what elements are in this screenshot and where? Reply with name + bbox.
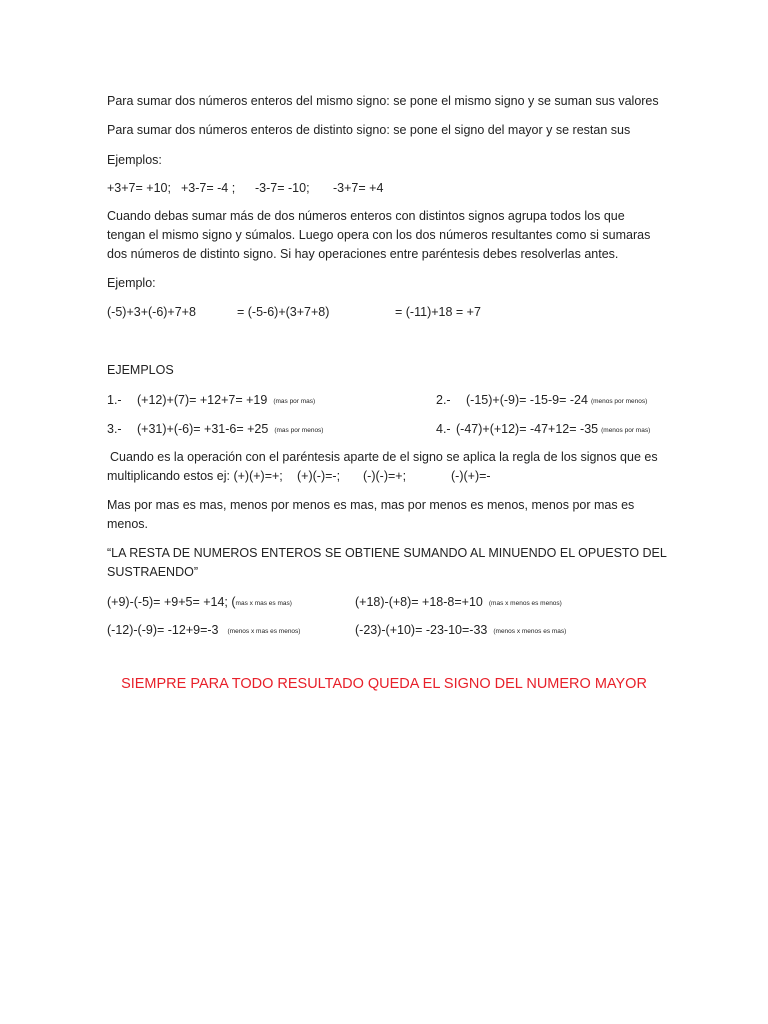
grouped-example-step-2: = (-5-6)+(3+7+8) <box>237 305 330 319</box>
example-3-expression: (+31)+(-6)= +31-6= +25 <box>137 422 269 436</box>
example-1-note: (mas por mas) <box>273 398 316 405</box>
multi-rule-line-1: Cuando debas sumar más de dos números enteros con distintos signos agrupa todos los que <box>107 209 625 223</box>
subtraction-example-2-note: (mas x menos es menos) <box>488 600 562 607</box>
conclusion-text: SIEMPRE PARA TODO RESULTADO QUEDA EL SIGNO DEL NUMERO MAYOR <box>121 676 647 692</box>
example-4-expression: (-47)+(+12)= -47+12= -35 <box>456 422 599 436</box>
sign-example-2: (-)(-)=+; <box>363 469 407 483</box>
multi-rule-line-3: dos números de distinto signo. Si hay operaciones entre paréntesis debes resolverlas antes. <box>107 247 619 261</box>
signs-rule-line-2: multiplicando estos ej: (+)(+)=+; <box>107 469 283 483</box>
subtraction-example-1-expression: (+9)-(-5)= +9+5= +14; ( <box>107 595 236 609</box>
sign-example-3: (-)(+)=- <box>451 469 491 483</box>
grouped-example-step-1: (-5)+3+(-6)+7+8 <box>107 305 196 319</box>
subtraction-example-2 <box>355 594 562 612</box>
subtraction-example-4-expression: (-23)-(+10)= -23-10=-33 <box>355 623 488 637</box>
sign-summary-line-2: menos. <box>107 517 148 531</box>
signs-rule-line-1: Cuando es la operación con el paréntesis aparte de el signo se aplica la regla de los signos que es <box>110 450 658 464</box>
example-4-number: 4.- <box>436 422 451 436</box>
example-1 <box>137 392 315 410</box>
subtraction-example-4 <box>355 622 566 640</box>
simple-example-3: -3-7= -10; <box>255 181 310 195</box>
ejemplo-label: Ejemplo: <box>107 276 156 290</box>
subtraction-example-1-note: mas x mas es mas) <box>235 600 292 607</box>
subtraction-example-2-expression: (+18)-(+8)= +18-8=+10 <box>355 595 483 609</box>
resta-rule-line-2: SUSTRAENDO” <box>107 565 198 579</box>
example-3-note: (mas por menos) <box>274 427 324 434</box>
simple-example-2: +3-7= -4 ; <box>181 181 236 195</box>
subtraction-example-3-expression: (-12)-(-9)= -12+9=-3 <box>107 623 219 637</box>
resta-rule-line-1: “LA RESTA DE NUMEROS ENTEROS SE OBTIENE SUMANDO AL MINUENDO EL OPUESTO DEL <box>107 546 667 560</box>
example-1-expression: (+12)+(7)= +12+7= +19 <box>137 393 268 407</box>
example-1-number: 1.- <box>107 393 122 407</box>
sign-example-1: (+)(-)=-; <box>297 469 341 483</box>
rule-different-sign: Para sumar dos números enteros de distinto signo: se pone el signo del mayor y se restan sus <box>107 123 631 137</box>
subtraction-example-1 <box>107 594 292 612</box>
rule-same-sign: Para sumar dos números enteros del mismo signo: se pone el mismo signo y se suman sus valores <box>107 94 659 108</box>
subtraction-example-3 <box>107 622 300 640</box>
subtraction-example-3-note: (menos x mas es menos) <box>227 628 301 635</box>
sign-summary-line-1: Mas por mas es mas, menos por menos es mas, mas por menos es menos, menos por mas es <box>107 498 635 512</box>
ejemplos-heading: EJEMPLOS <box>107 363 174 377</box>
example-2 <box>466 392 647 410</box>
grouped-example-step-3: = (-11)+18 = +7 <box>395 305 481 319</box>
example-3 <box>137 421 323 439</box>
subtraction-example-4-note: (menos x menos es mas) <box>493 628 567 635</box>
example-2-expression: (-15)+(-9)= -15-9= -24 <box>466 393 588 407</box>
simple-example-4: -3+7= +4 <box>333 181 384 195</box>
example-2-note: (menos por menos) <box>590 398 648 405</box>
example-3-number: 3.- <box>107 422 122 436</box>
multi-rule-line-2: tengan el mismo signo y súmalos. Luego opera con los dos números resultantes como si sumaras <box>107 228 651 242</box>
example-4 <box>456 421 650 439</box>
ejemplos-label: Ejemplos: <box>107 153 162 167</box>
example-4-note: (menos por mas) <box>601 427 651 434</box>
simple-example-1: +3+7= +10; <box>107 181 171 195</box>
example-2-number: 2.- <box>436 393 451 407</box>
